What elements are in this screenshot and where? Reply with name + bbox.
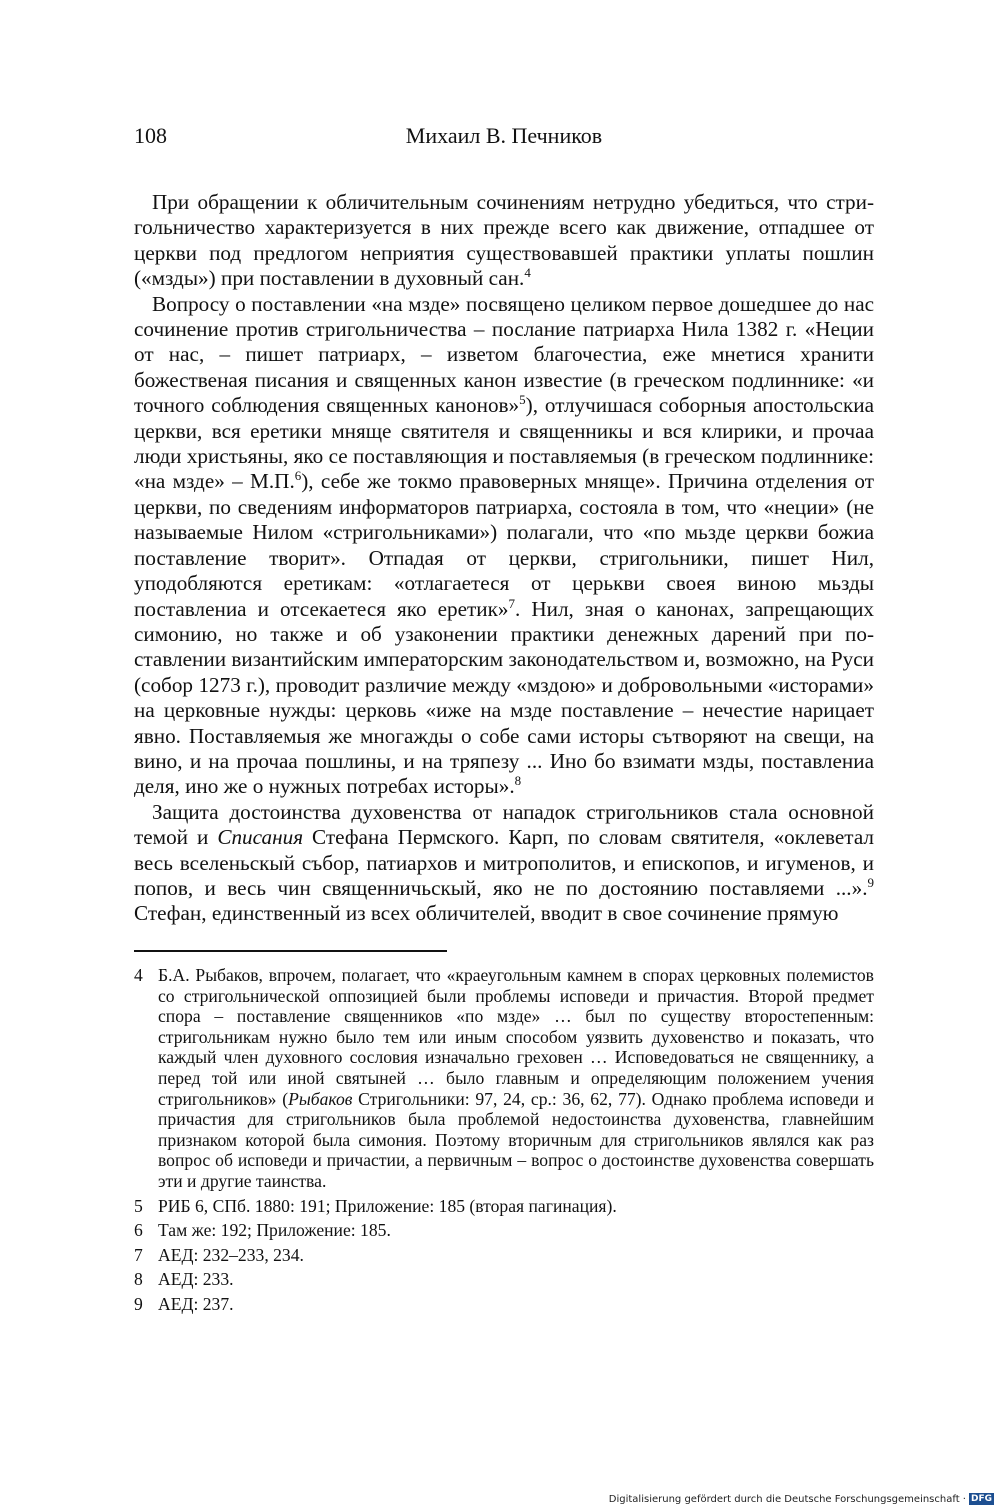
footnote-text-part: Б.А. Рыбаков, впрочем, полагает, что «краеугольным камнем в спорах церковных полемистов со стригольнической оппозицией были проблемы исповеди и причастия. Второй предмет спора – поставление священников «по мзде» … был по существу второстепенным: стригольникам нужно было тем или иным способом уязвить духовенство и показать, что каждый член духовного сословия изначально греховен … Исповедоваться не священнику, а перед той или иной святыней … было главным и определяющим положением учения стригольников» (	[158, 965, 874, 1109]
footnote-9	[134, 1294, 874, 1315]
footnote-7	[134, 1245, 874, 1266]
footnote-text: АЕД: 237.	[158, 1293, 234, 1314]
footnote-text	[158, 965, 874, 1192]
paragraph-3	[134, 800, 874, 927]
footnote-number: 9	[134, 1293, 143, 1314]
footnote-8	[134, 1269, 874, 1290]
footnotes	[134, 965, 874, 1319]
paragraph-text: Вопросу о поставлении «на мзде» посвящено целиком первое дошедшее до нас сочинение против стригольничества – послание патриарха Нила 1382 г. «Неции от нас, – пишет патриарх, – изветом благочестиа, еже мнетися хранити божественая писания и священных канон известие (в греческом подлиннике: «и точного соблюдения священных канонов»	[134, 291, 874, 418]
paragraph-2	[134, 292, 874, 800]
paragraph-text: Стефана Пермского. Карп, по словам святителя, «оклеветал весь вселеньскый събор, патиархов и митрополитов, и епископов, и игуменов, и попов, и весь чин священничьскый, яко не по достоянию поставляеми ...».	[134, 825, 874, 900]
footnote-text: АЕД: 232–233, 234.	[158, 1244, 304, 1265]
digitization-credit	[609, 1493, 994, 1505]
paragraph-1	[134, 190, 874, 292]
footnote-number: 7	[134, 1244, 143, 1265]
credit-text: Digitalisierung gefördert durch die Deutsche Forschungsgemeinschaft ·	[608, 1493, 966, 1505]
paragraph-text: . Нил, зная о канонах, запрещающих симонию, но также и об узаконении практики денежных дарений при поставлении византийским императорским законодательством и, возможно, на Руси (собор 1273 г.), проводит различие между «мздою» и добровольными «исторами» на церковные нужды: церковь «иже на мзде поставление – нечестие нарицает явно. Поставляемыя же многажды о собе сами исторы сътворяют на свещи, на вино, и на прочаа пошлины, и на тряпезу ... Ино бо взимати мзды, поставлениа деля, ино же о нужных потребах исторы».	[134, 596, 875, 799]
italic-title: Списания	[217, 825, 304, 850]
footnote-separator	[134, 950, 447, 952]
footnote-ref-7[interactable]: 7	[508, 595, 516, 611]
footnote-text-part: Стригольники: 97, 24, ср.: 36, 62, 77). Однако проблема исповеди и причастия для стригольников была проблемой недостоинства духовенства, главнейшим признаком которой была симония. Поэтому вторичным для стригольников являлся как раз вопрос об исповеди и причастии, а первичным – вопрос о достоинстве духовенства совершать эти и другие таинства.	[158, 1088, 875, 1191]
running-head: Михаил В. Печников	[405, 123, 603, 148]
dfg-logo-icon: DFG	[970, 1494, 992, 1504]
footnote-ref-9[interactable]: 9	[867, 874, 874, 890]
footnote-ref-8[interactable]: 8	[514, 773, 522, 789]
footnote-number: 8	[134, 1269, 143, 1290]
footnote-text: Там же: 192; Приложение: 185.	[158, 1220, 391, 1241]
footnote-text: АЕД: 233.	[158, 1269, 234, 1290]
paragraph-text: Защита достоинства духовенства от нападок стригольников стала основной темой и	[134, 799, 874, 850]
paragraph-text: ), отлучишася соборныя апостольскиа церкви, вся еретики мняще святителя и священникы и вся клирики, и прочаа люди христьяны, яко се поставляющия и поставляемыя (в греческом подлиннике: «на мзде» – М.П.	[134, 393, 874, 494]
page-number: 108	[134, 123, 167, 148]
footnote-number: 5	[134, 1195, 143, 1216]
italic-author: Рыбаков	[288, 1088, 353, 1109]
page-header	[134, 123, 874, 153]
footnote-ref-4[interactable]: 4	[524, 265, 531, 281]
footnote-6	[134, 1220, 874, 1241]
footnote-number: 4	[134, 965, 143, 985]
footnote-4	[134, 965, 874, 1192]
footnote-ref-5[interactable]: 5	[519, 392, 526, 408]
footnote-5	[134, 1196, 874, 1217]
paragraph-text: Стефан, единственный из всех обличителей, вводит в свое сочинение прямую	[134, 901, 839, 926]
footnote-number: 6	[134, 1220, 143, 1241]
footnote-text: РИБ 6, СПб. 1880: 191; Приложение: 185 (вторая пагинация).	[158, 1195, 617, 1216]
footnote-ref-6[interactable]: 6	[294, 468, 302, 484]
paragraph-text: При обращении к обличительным сочинениям нетрудно убедиться, что стригольничество характеризуется в них прежде всего как движение, отпадшее от церкви под предлогом неприятия существовавшей практики уплаты пошлин («мзды») при поставлении в духовный сан.	[134, 190, 874, 291]
paragraph-text: ), себе же токмо правоверных мняще». Причина отделения от церкви, по сведениям информаторов патриарха, состояла в том, что «неции» (не называемые Нилом «стригольниками») полагали, что «по мьзде церкви божиа поставление творит». Отпадая от церкви, стригольники, пишет Нил, уподобляются еретикам: «отлагаетеся от церькви своея виною мьзды поставлениа и отсекаетеся яко еретик»	[134, 469, 874, 621]
main-text	[134, 190, 874, 927]
